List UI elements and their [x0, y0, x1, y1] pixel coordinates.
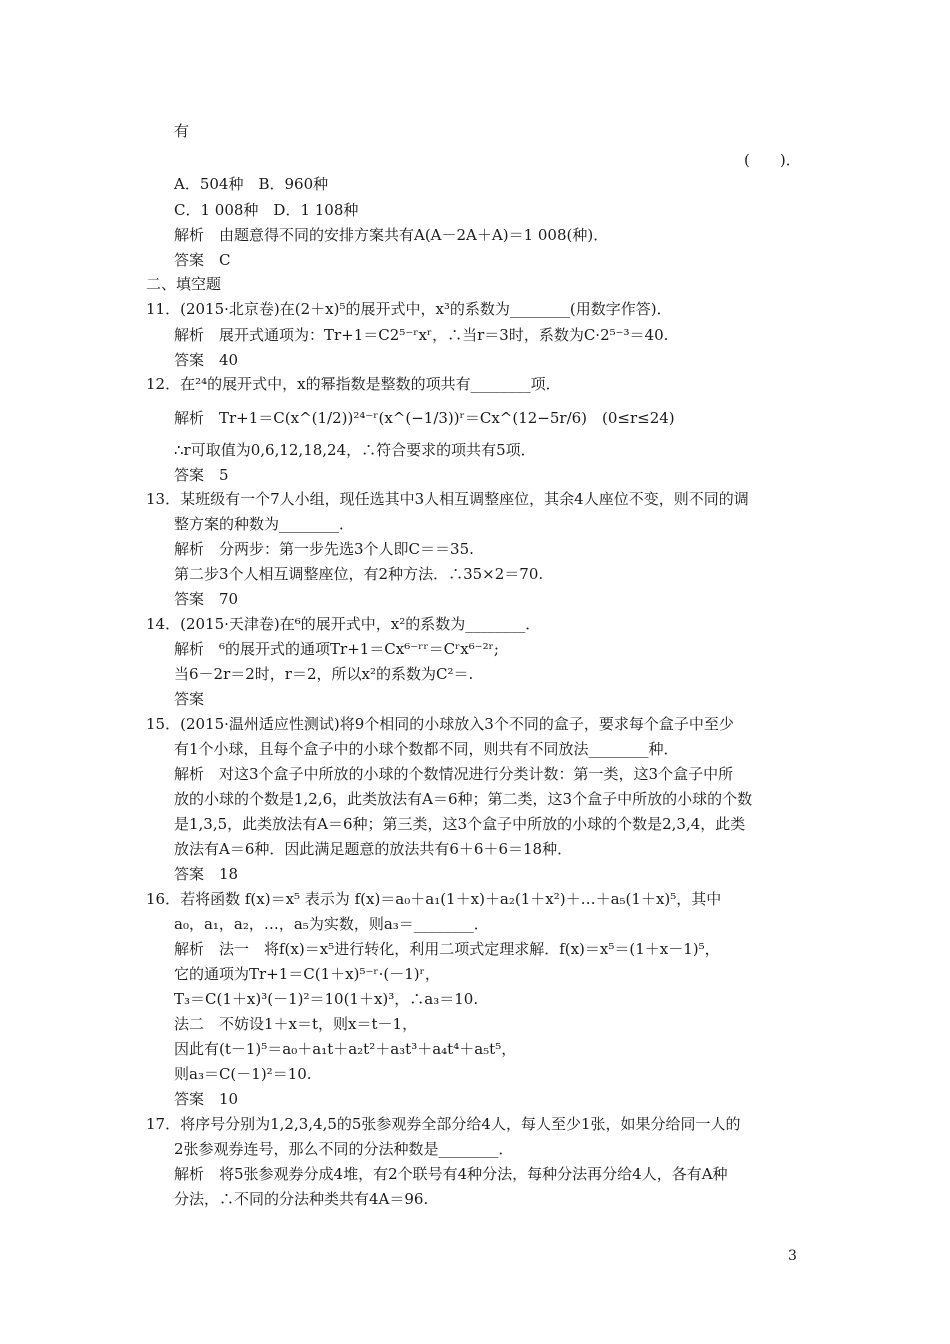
question-line: 12．在²⁴的展开式中，x的幂指数是整数的项共有________项．	[146, 375, 561, 393]
text-line: 答案 10	[174, 1090, 239, 1108]
text-line: 法二 不妨设1＋x＝t，则x＝t－1，	[174, 1015, 418, 1033]
text-line: 答案 40	[174, 351, 239, 369]
text-line: 答案 70	[174, 590, 239, 608]
question-line: 17．将序号分别为1,2,3,4,5的5张参观券全部分给4人，每人至少1张，如果分给同一人的	[146, 1115, 741, 1133]
question-line: 16．若将函数 f(x)＝x⁵ 表示为 f(x)＝a₀＋a₁(1＋x)＋a₂(1＋x²)＋…＋a₅(1＋x)⁵，其中	[146, 890, 722, 908]
text-line: 解析 将5张参观券分成4堆，有2个联号有4种分法，每种分法再分给4人，各有A种	[174, 1165, 728, 1183]
text-line: 当6－2r＝2时，r＝2，所以x²的系数为C²＝.	[174, 665, 474, 683]
text-line: 分法，∴不同的分法种类共有4A＝96.	[174, 1190, 429, 1208]
text-line: 解析 展开式通项为：Tr+1＝C2⁵⁻ʳxʳ，∴当r＝3时，系数为C·2⁵⁻³＝40.	[174, 326, 669, 344]
text-line: a₀，a₁，a₂，…，a₅为实数，则a₃＝________．	[174, 915, 489, 933]
text-line: 答案 C	[174, 251, 231, 269]
answer-parentheses: ( )．	[744, 151, 801, 169]
text-line: T₃＝C(1＋x)³(－1)²＝10(1＋x)³，∴a₃＝10.	[174, 990, 479, 1008]
text-line: 因此有(t－1)⁵＝a₀＋a₁t＋a₂t²＋a₃t³＋a₄t⁴＋a₅t⁵，	[174, 1040, 517, 1058]
text-line: 解析 由题意得不同的安排方案共有A(A－2A＋A)＝1 008(种)．	[174, 226, 609, 244]
text-line: 解析 分两步：第一步先选3个人即C＝＝35.	[174, 540, 474, 558]
text-line: 解析 Tr+1＝C(x^(1/2))²⁴⁻ʳ(x^(−1/3))ʳ＝Cx^(12−5r/6) (0≤r≤24)	[174, 409, 675, 427]
text-line: 第二步3个人相互调整座位，有2种方法．∴35×2＝70.	[174, 565, 544, 583]
text-line: 答案	[174, 690, 205, 708]
text-line: C．1 008种 D．1 108种	[174, 201, 359, 219]
text-line: 整方案的种数为________．	[174, 515, 355, 533]
text-line: 解析 法一 将f(x)＝x⁵进行转化，利用二项式定理求解．f(x)＝x⁵＝(1＋x－1)⁵，	[174, 940, 720, 958]
text-line: 则a₃＝C(－1)²＝10.	[174, 1065, 312, 1083]
text-line: ∴r可取值为0,6,12,18,24，∴符合要求的项共有5项．	[174, 441, 536, 459]
question-line: 13．某班级有一个7人小组，现任选其中3人相互调整座位，其余4人座位不变，则不同的调	[146, 490, 749, 508]
text-line: A．504种 B．960种	[174, 175, 329, 193]
question-line: 15．(2015·温州适应性测试)将9个相同的小球放入3个不同的盒子，要求每个盒子中至少	[146, 715, 734, 733]
text-line: 答案 5	[174, 466, 229, 484]
text-line: 它的通项为Tr+1＝C(1＋x)⁵⁻ʳ·(－1)ʳ，	[174, 965, 440, 983]
text-line: 放法有A＝6种．因此满足题意的放法共有6＋6＋6＝18种．	[174, 840, 573, 858]
section-heading: 二、填空题	[146, 275, 222, 293]
question-line: 11．(2015·北京卷)在(2＋x)⁵的展开式中，x³的系数为________(用数字作答)．	[146, 300, 672, 318]
text-line: 2张参观券连号，那么不同的分法种数是________．	[174, 1140, 514, 1158]
text-line: 放的小球的个数是1,2,6，此类放法有A＝6种；第二类，这3个盒子中所放的小球的个数	[174, 790, 753, 808]
text-line: 解析 对这3个盒子中所放的小球的个数情况进行分类计数：第一类，这3个盒子中所	[174, 765, 734, 783]
text-line: 答案 18	[174, 865, 239, 883]
page-number: 3	[788, 1248, 797, 1264]
text-line: 解析 ⁶的展开式的通项Tr+1＝Cx⁶⁻ʳʳ＝Cʳx⁶⁻²ʳ;	[174, 640, 499, 658]
question-line: 14．(2015·天津卷)在⁶的展开式中，x²的系数为________．	[146, 615, 541, 633]
text-line: 有	[174, 122, 190, 140]
text-line: 有1个小球，且每个盒子中的小球个数都不同，则共有不同放法________种．	[174, 740, 679, 758]
text-line: 是1,3,5，此类放法有A＝6种；第三类，这3个盒子中所放的小球的个数是2,3,4，此类	[174, 815, 746, 833]
